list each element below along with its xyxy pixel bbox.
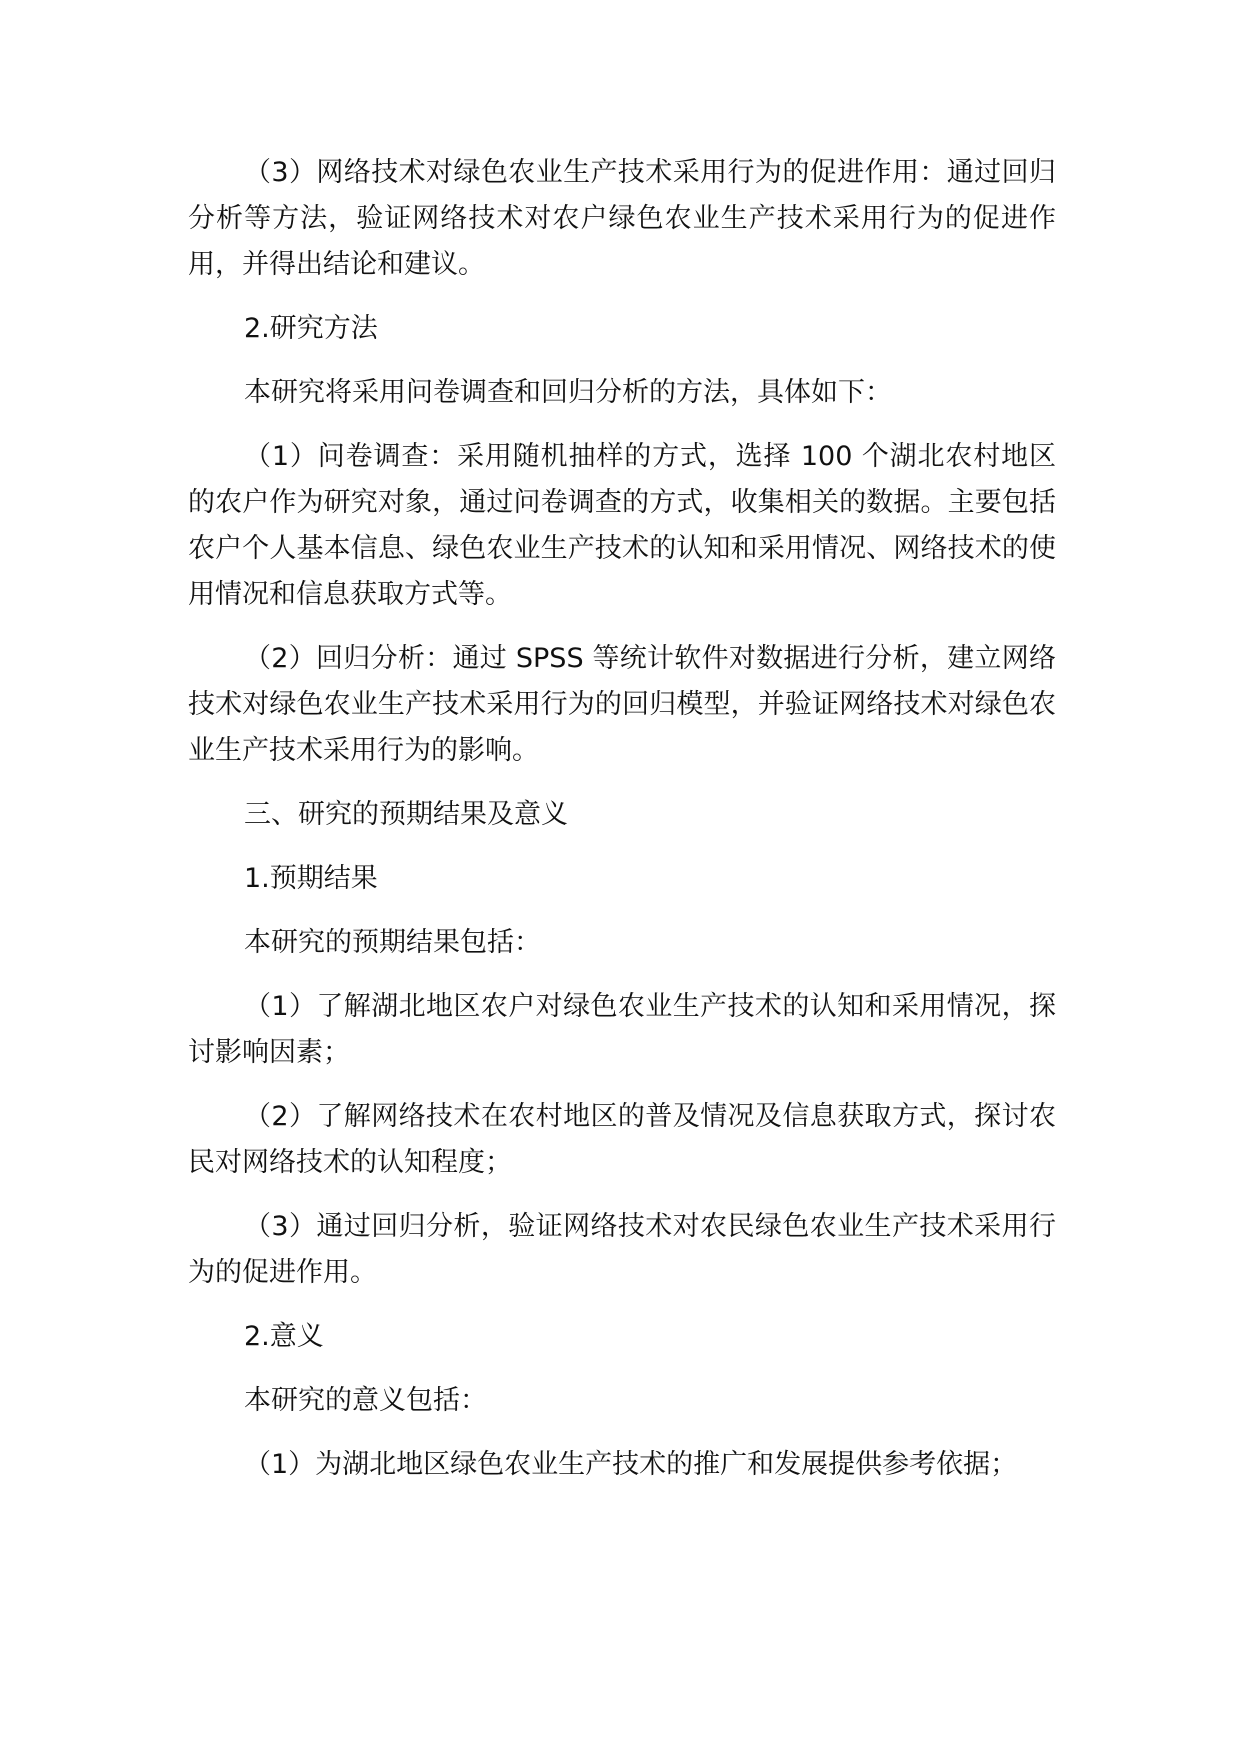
paragraph-expected-result-2: （2）了解网络技术在农村地区的普及情况及信息获取方式，探讨农民对网络技术的认知程度； <box>188 1101 1056 1178</box>
paragraph-expected-result-3: （3）通过回归分析，验证网络技术对农民绿色农业生产技术采用行为的促进作用。 <box>188 1211 1056 1288</box>
heading-research-methods: 2.研究方法 <box>244 313 378 344</box>
heading-expected-results: 1.预期结果 <box>244 863 378 894</box>
paragraph-significance-intro: 本研究的意义包括： <box>244 1385 487 1416</box>
heading-expected-results-section: 三、研究的预期结果及意义 <box>244 799 568 830</box>
paragraph-objective-3: （3）网络技术对绿色农业生产技术采用行为的促进作用：通过回归分析等方法，验证网络技术对农户绿色农业生产技术采用行为的促进作用，并得出结论和建议。 <box>188 157 1056 280</box>
document-body <box>188 150 1056 1506</box>
paragraph-expected-result-1: （1）了解湖北地区农户对绿色农业生产技术的认知和采用情况，探讨影响因素； <box>188 991 1056 1068</box>
paragraph-questionnaire-survey: （1）问卷调查：采用随机抽样的方式，选择 100 个湖北农村地区的农户作为研究对象，通过问卷调查的方式，收集相关的数据。主要包括农户个人基本信息、绿色农业生产技术的认知和采用情况、网络技术的使用情况和信息获取方式等。 <box>188 441 1056 610</box>
paragraph-regression-analysis: （2）回归分析：通过 SPSS 等统计软件对数据进行分析，建立网络技术对绿色农业生产技术采用行为的回归模型，并验证网络技术对绿色农业生产技术采用行为的影响。 <box>188 643 1056 766</box>
paragraph-methods-intro: 本研究将采用问卷调查和回归分析的方法，具体如下： <box>244 377 892 408</box>
heading-significance: 2.意义 <box>244 1321 324 1352</box>
paragraph-expected-results-intro: 本研究的预期结果包括： <box>244 927 541 958</box>
paragraph-significance-1: （1）为湖北地区绿色农业生产技术的推广和发展提供参考依据； <box>244 1449 1018 1480</box>
